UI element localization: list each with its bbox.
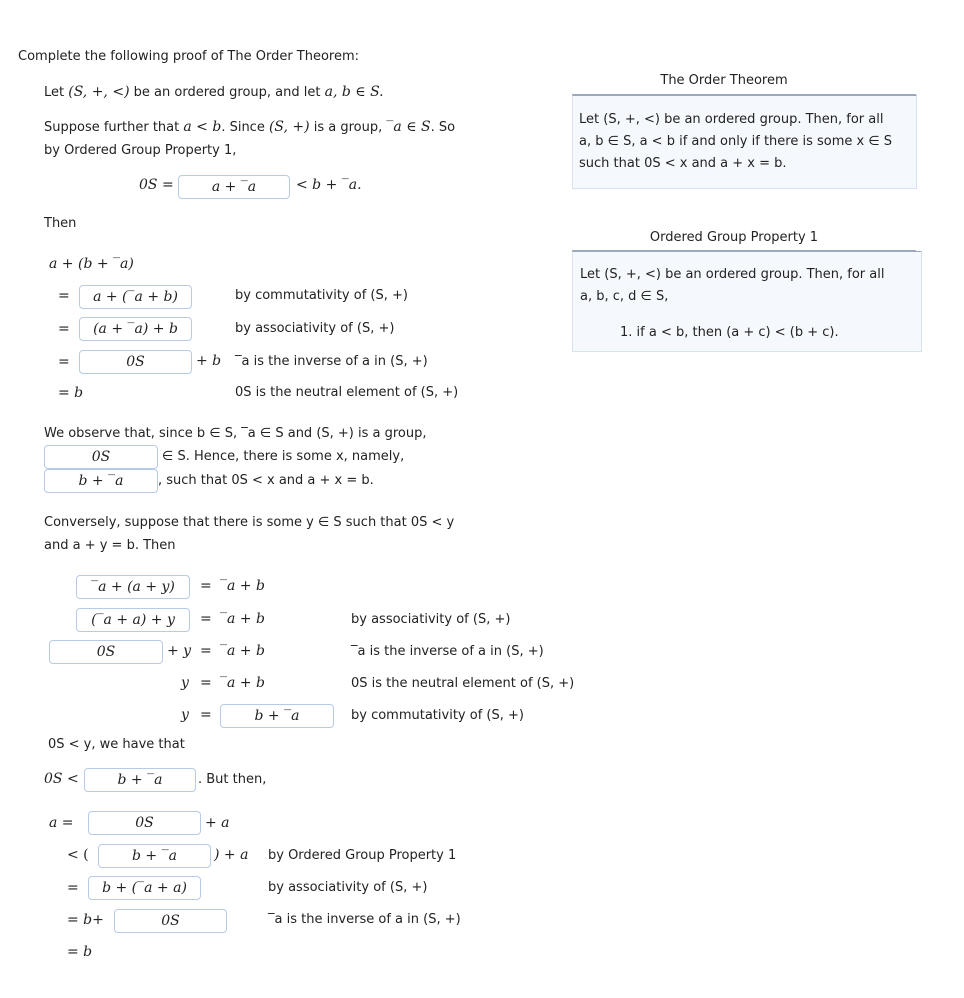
theorem-line-2: a, b ∈ S, a < b if and only if there is some x ∈ S (579, 134, 893, 149)
calc3-after-1: + a (205, 815, 230, 831)
let-middle: be an ordered group, and let (129, 85, 325, 100)
property-panel-title: Ordered Group Property 1 (649, 230, 819, 245)
calc2-rhs-4: ‾a + b (220, 675, 265, 691)
intro-text: Complete the following proof of The Order Theorem: (18, 49, 360, 64)
calc2-reason-3: ‾a is the inverse of a in (S, +) (351, 644, 544, 659)
calc1-rel-1: = (58, 288, 70, 304)
calc2-pre-5: y (181, 707, 189, 723)
calc2-reason-4: 0S is the neutral element of (S, +) (351, 676, 575, 691)
suppose-cond: a < b (183, 119, 222, 135)
calc1-after-3: + b (196, 353, 222, 369)
first-eq-answer-box[interactable]: a + ‾a (178, 175, 290, 199)
property-line-1: Let (S, +, <) be an ordered group. Then, for all (580, 267, 885, 282)
suppose-end: . So (430, 120, 456, 135)
calc2-rel-5: = (200, 707, 212, 723)
suppose-line-2: by Ordered Group Property 1, (44, 143, 237, 158)
calc2-rhs-3: ‾a + b (220, 643, 265, 659)
calc3-rel-5: = b (67, 944, 93, 960)
since-line: 0S < y, we have that (48, 737, 185, 752)
calc2-reason-5: by commutativity of (S, +) (351, 708, 524, 723)
let-prefix: Let (44, 85, 69, 100)
lt-line-lhs: 0S < (44, 771, 79, 787)
calc3-rel-4: = b+ (67, 912, 104, 928)
calc3-rel-2: < ( (67, 847, 89, 863)
calc1-reason-3: ‾a is the inverse of a in (S, +) (235, 354, 428, 369)
calc3-answer-box-3[interactable]: b + (‾a + a) (88, 876, 201, 900)
observe-answer-box-1[interactable]: 0S (44, 445, 158, 469)
suppose-mid: . Since (221, 120, 269, 135)
suppose-mid2: is a group, (309, 120, 387, 135)
calc2-rel-2: = (200, 611, 212, 627)
calc2-rel-1: = (200, 578, 212, 594)
calc2-answer-box-5[interactable]: b + ‾a (220, 704, 334, 728)
suppose-prefix: Suppose further that (44, 120, 184, 135)
calc3-answer-box-1[interactable]: 0S (88, 811, 201, 835)
calc1-reason-4: 0S is the neutral element of (S, +) (235, 385, 459, 400)
let-group: (S, +, <) (68, 84, 130, 100)
calc2-answer-box-1[interactable]: ‾a + (a + y) (76, 575, 190, 599)
calc2-answer-box-3[interactable]: 0S (49, 640, 163, 664)
calc2-pre-4: y (181, 675, 189, 691)
calc3-answer-box-2[interactable]: b + ‾a (98, 844, 211, 868)
property-item-1: 1. if a < b, then (a + c) < (b + c). (620, 325, 839, 340)
calc1-rel-2: = (58, 321, 70, 337)
lt-line-after: . But then, (198, 772, 267, 787)
converse-line-2: and a + y = b. Then (44, 538, 176, 553)
converse-line-1: Conversely, suppose that there is some y ∈ S such that 0S < y (44, 515, 455, 530)
calc2-rel-4: = (200, 675, 212, 691)
theorem-panel-title: The Order Theorem (660, 73, 788, 88)
calc1-answer-box-3[interactable]: 0S (79, 350, 192, 374)
calc3-rel-3: = (67, 880, 79, 896)
calc1-rel-3: = (58, 354, 70, 370)
calc3-answer-box-4[interactable]: 0S (114, 909, 227, 933)
calc3-reason-2: by Ordered Group Property 1 (268, 848, 457, 863)
calc2-rhs-2: ‾a + b (220, 611, 265, 627)
theorem-panel (572, 95, 917, 189)
observe-line-1: We observe that, since b ∈ S, ‾a ∈ S and (S, +) is a group, (44, 426, 427, 441)
property-line-2: a, b, c, d ∈ S, (580, 289, 669, 304)
suppose-group: (S, +) (268, 119, 310, 135)
calc2-answer-box-2[interactable]: (‾a + a) + y (76, 608, 190, 632)
let-line (44, 84, 384, 100)
lt-line-answer-box[interactable]: b + ‾a (84, 768, 196, 792)
theorem-line-1: Let (S, +, <) be an ordered group. Then, for all (579, 112, 884, 127)
first-eq-lhs: 0S = (139, 177, 174, 193)
calc3-after-2: ) + a (214, 847, 249, 863)
calc2-reason-2: by associativity of (S, +) (351, 612, 511, 627)
calc2-rhs-1: ‾a + b (220, 578, 265, 594)
suppose-line-1 (44, 119, 455, 135)
calc1-start: a + (b + ‾a) (49, 256, 134, 272)
first-eq-rhs: < b + ‾a. (296, 177, 362, 193)
theorem-line-3: such that 0S < x and a + x = b. (579, 156, 787, 171)
calc1-answer-box-2[interactable]: (a + ‾a) + b (79, 317, 192, 341)
observe-line-2: ∈ S. Hence, there is some x, namely, (162, 449, 405, 464)
calc3-reason-3: by associativity of (S, +) (268, 880, 428, 895)
calc2-rel-3: = (200, 643, 212, 659)
observe-answer-box-2[interactable]: b + ‾a (44, 469, 158, 493)
calc3-start: a = (49, 815, 74, 831)
let-vars: a, b ∈ S. (324, 84, 384, 100)
calc1-rel-4: = b (58, 385, 84, 401)
calc3-reason-4: ‾a is the inverse of a in (S, +) (268, 912, 461, 927)
suppose-inv: ‾a ∈ S (386, 119, 431, 135)
calc1-answer-box-1[interactable]: a + (‾a + b) (79, 285, 192, 309)
observe-line-3: , such that 0S < x and a + x = b. (158, 473, 374, 488)
then-label: Then (44, 216, 77, 231)
calc1-reason-2: by associativity of (S, +) (235, 321, 395, 336)
property-panel (572, 251, 922, 352)
calc1-reason-1: by commutativity of (S, +) (235, 288, 408, 303)
calc2-post-3: + y (167, 643, 192, 659)
